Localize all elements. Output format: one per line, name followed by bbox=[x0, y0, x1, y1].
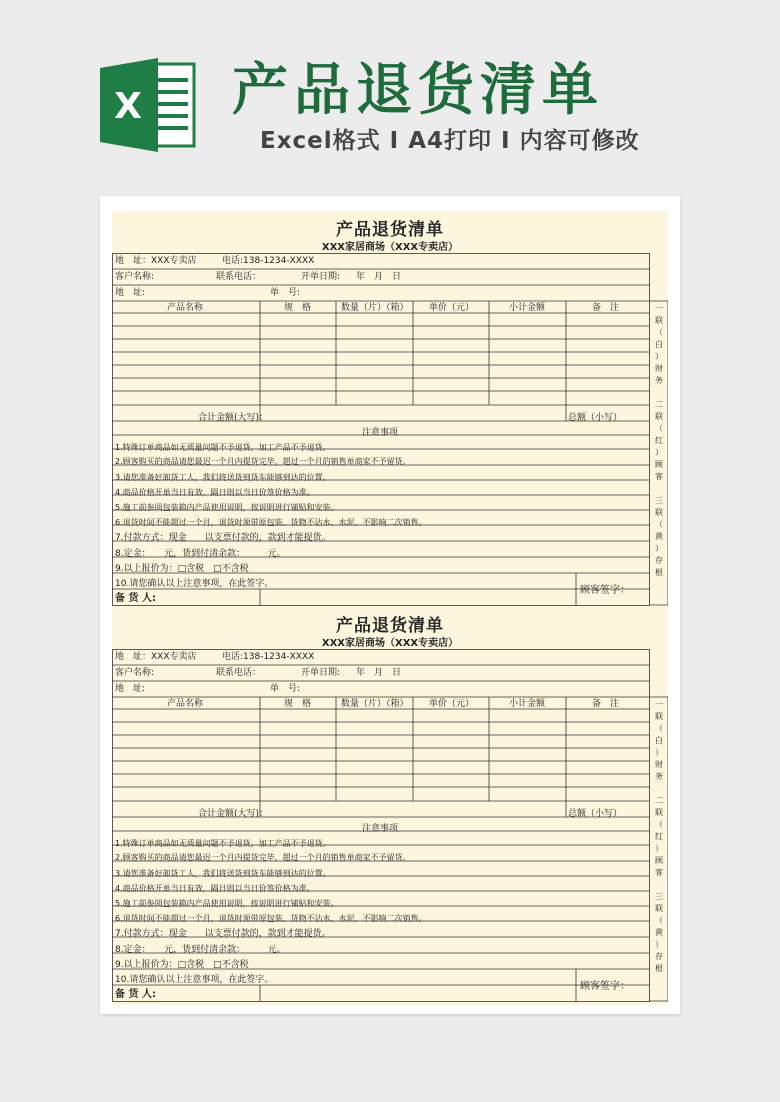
return-form-2 bbox=[112, 607, 668, 1005]
customer-name-label: 客户名称: bbox=[115, 668, 155, 678]
total-upper-label: 合计金额(大写)： bbox=[198, 809, 269, 819]
note-9: 9.以上报价为：□含税 □不含税 bbox=[115, 960, 249, 970]
col-spec: 规 格 bbox=[284, 699, 312, 709]
col-unit-price: 单价（元） bbox=[429, 303, 475, 313]
note-4: 4.商品价格开单当日有效，隔日则以当日价签价格为准。 bbox=[115, 488, 315, 497]
remarks-label: 备 货 人: bbox=[115, 989, 156, 1000]
contact-phone-label: 联系电话： bbox=[216, 668, 262, 678]
col-subtotal: 小计金额 bbox=[509, 303, 546, 313]
note-5: 5.施工前参阅包装箱内产品使用说明，按说明进行铺贴和安装。 bbox=[115, 899, 339, 908]
signature-label: 顾客签字： bbox=[580, 981, 630, 992]
banner-subtitle: Excel格式 Ⅰ A4打印 Ⅰ 内容可修改 bbox=[260, 128, 640, 154]
col-product-name: 产品名称 bbox=[167, 303, 204, 313]
note-4: 4.商品价格开单当日有效，隔日则以当日价签价格为准。 bbox=[115, 884, 315, 893]
col-quantity: 数量（片）（箱） bbox=[341, 699, 409, 709]
form-title: 产品退货清单 bbox=[336, 616, 444, 636]
note-1: 1.特殊订单商品如无质量问题不予退货，加工产品不予退货。 bbox=[115, 839, 331, 848]
contact-phone-label: 联系电话： bbox=[216, 272, 262, 282]
address2-label: 地 址: bbox=[115, 684, 146, 694]
copies-column: 一 联 （ 白 ） 财 务 二 联 （ 红 ） 顾 客 三 联 （ 黄 ） 存 根 bbox=[655, 700, 663, 973]
col-product-name: 产品名称 bbox=[167, 699, 204, 709]
notes-title: 注意事项 bbox=[362, 824, 399, 834]
col-remark: 备 注 bbox=[592, 699, 620, 709]
col-subtotal: 小计金额 bbox=[509, 699, 546, 709]
order-date-fields: 年 月 日 bbox=[356, 272, 402, 282]
banner bbox=[0, 0, 780, 190]
signature-label: 顾客签字： bbox=[580, 585, 630, 596]
order-date-label: 开单日期: bbox=[301, 668, 341, 678]
note-7: 7.付款方式：现金 以支票付款的，款到才能提货。 bbox=[115, 533, 331, 543]
note-1: 1.特殊订单商品如无质量问题不予退货，加工产品不予退货。 bbox=[115, 443, 331, 452]
note-5: 5.施工前参阅包装箱内产品使用说明，按说明进行铺贴和安装。 bbox=[115, 503, 339, 512]
note-6: 6.退货时间不能超过一个月，退货时须带原包装、货物不沾水、水泥、不影响二次销售。 bbox=[115, 518, 427, 527]
address-label: 地 址：XXX专卖店 bbox=[115, 256, 197, 266]
note-10: 10.请您确认以上注意事项，在此签字。 bbox=[115, 579, 274, 589]
phone-label: 电话:138-1234-XXXX bbox=[222, 256, 315, 266]
col-remark: 备 注 bbox=[592, 303, 620, 313]
note-9: 9.以上报价为：□含税 □不含税 bbox=[115, 564, 249, 574]
total-lower-label: 总额（小写） bbox=[568, 413, 623, 423]
address-label: 地 址：XXX专卖店 bbox=[115, 652, 197, 662]
note-2: 2.顾客购买的商品请您最迟一个月内提货完毕，超过一个月的销售单商家不予留货。 bbox=[115, 853, 411, 862]
excel-logo-icon bbox=[100, 58, 196, 152]
note-3: 3.请您准备好卸货工人，我们将送货到货车能够到达的位置。 bbox=[115, 869, 331, 878]
note-3: 3.请您准备好卸货工人，我们将送货到货车能够到达的位置。 bbox=[115, 473, 331, 482]
note-6: 6.退货时间不能超过一个月，退货时须带原包装、货物不沾水、水泥、不影响二次销售。 bbox=[115, 914, 427, 923]
col-spec: 规 格 bbox=[284, 303, 312, 313]
total-upper-label: 合计金额(大写)： bbox=[198, 413, 269, 423]
note-7: 7.付款方式：现金 以支票付款的，款到才能提货。 bbox=[115, 929, 331, 939]
note-8: 8.定金： 元，货到付清余款： 元。 bbox=[115, 945, 286, 955]
order-date-fields: 年 月 日 bbox=[356, 668, 402, 678]
order-no-label: 单 号: bbox=[270, 288, 301, 298]
order-date-label: 开单日期: bbox=[301, 272, 341, 282]
form-store: XXX家居商场（XXX专卖店） bbox=[321, 638, 459, 649]
logo-letter: X bbox=[114, 86, 142, 127]
col-unit-price: 单价（元） bbox=[429, 699, 475, 709]
note-10: 10.请您确认以上注意事项，在此签字。 bbox=[115, 975, 274, 985]
customer-name-label: 客户名称: bbox=[115, 272, 155, 282]
col-quantity: 数量（片）（箱） bbox=[341, 303, 409, 313]
note-2: 2.顾客购买的商品请您最迟一个月内提货完毕，超过一个月的销售单商家不予留货。 bbox=[115, 457, 411, 466]
form-store: XXX家居商场（XXX专卖店） bbox=[321, 242, 459, 253]
notes-title: 注意事项 bbox=[362, 428, 399, 438]
order-no-label: 单 号: bbox=[270, 684, 301, 694]
return-form-1 bbox=[112, 211, 668, 609]
form-title: 产品退货清单 bbox=[336, 220, 444, 240]
address2-label: 地 址: bbox=[115, 288, 146, 298]
copies-column: 一 联 （ 白 ） 财 务 二 联 （ 红 ） 顾 客 三 联 （ 黄 ） 存 根 bbox=[655, 304, 663, 577]
banner-title: 产品退货清单 bbox=[232, 58, 604, 123]
phone-label: 电话:138-1234-XXXX bbox=[222, 652, 315, 662]
total-lower-label: 总额（小写） bbox=[568, 809, 623, 819]
remarks-label: 备 货 人: bbox=[115, 593, 156, 604]
note-8: 8.定金： 元，货到付清余款： 元。 bbox=[115, 549, 286, 559]
